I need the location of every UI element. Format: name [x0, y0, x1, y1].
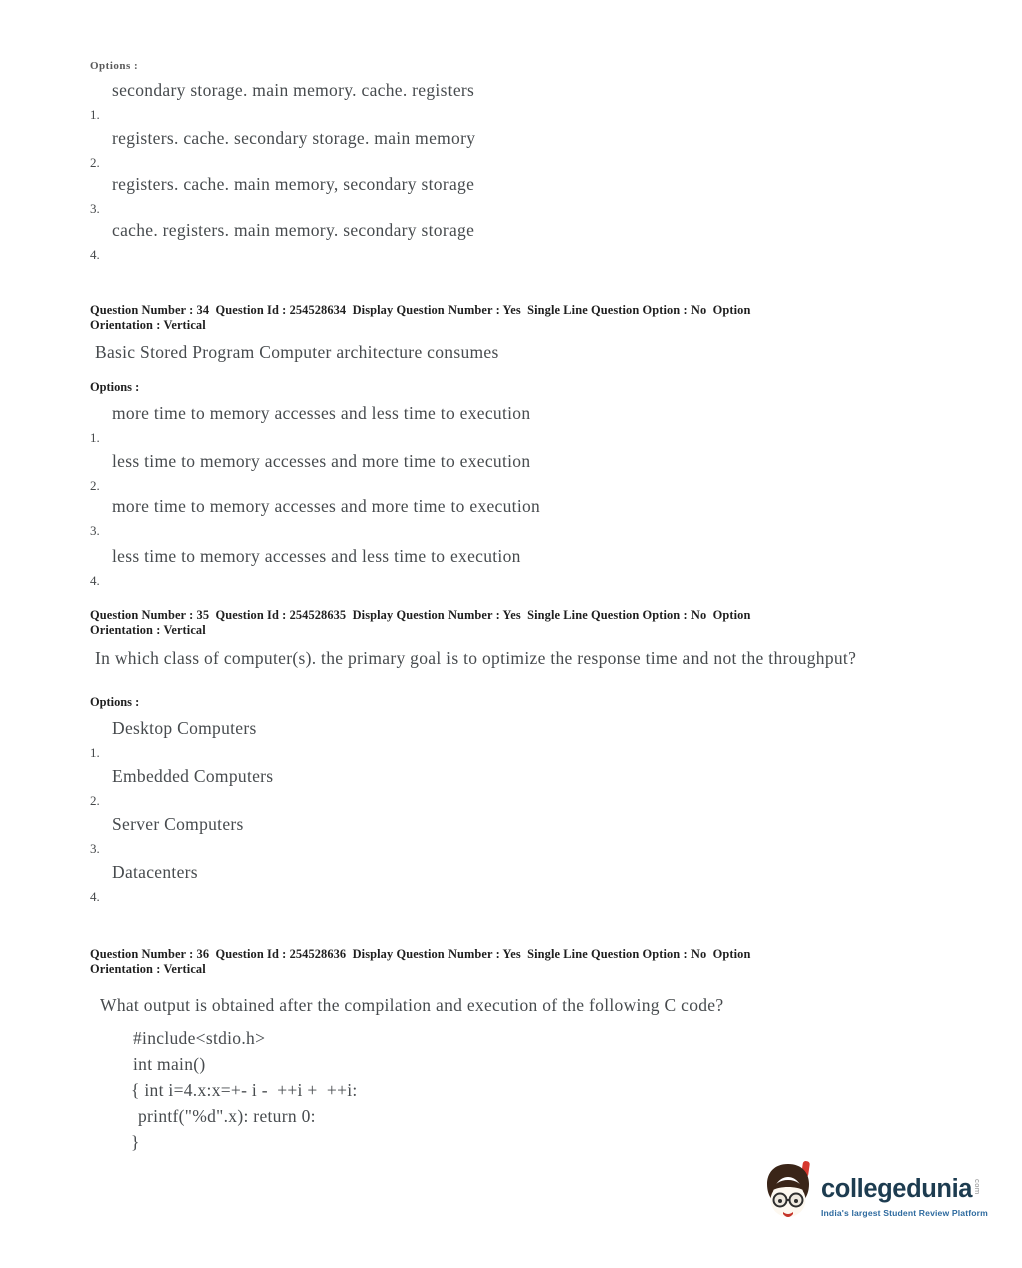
options-label: Options :: [90, 695, 140, 709]
code-block: [133, 1025, 970, 1155]
option-row: [90, 451, 970, 496]
collegedunia-logo: [762, 1160, 988, 1229]
option-text: more time to memory accesses and less time to execution: [112, 403, 531, 423]
question-block-34: [90, 303, 970, 594]
option-text: registers. cache. main memory, secondary storage: [112, 174, 475, 194]
code-line: { int i=4.x:x=+- i - ++i + ++i:: [131, 1080, 358, 1100]
question-meta-line: Orientation : Vertical: [90, 623, 206, 637]
question-block-36: [90, 947, 970, 1155]
options-label: Options :: [90, 380, 140, 394]
options-block-previous-question: [90, 60, 970, 268]
options-label: Options :: [90, 60, 139, 72]
option-row: [90, 814, 970, 862]
option-number: 1.: [90, 745, 100, 760]
option-row: [90, 220, 970, 268]
option-text: more time to memory accesses and more time to execution: [112, 496, 541, 516]
options-list: [90, 718, 970, 910]
option-text: Datacenters: [112, 862, 198, 882]
option-text: registers. cache. secondary storage. main memory: [112, 128, 476, 148]
question-text: What output is obtained after the compilation and execution of the following C code?: [100, 995, 724, 1015]
option-text: Embedded Computers: [112, 766, 274, 786]
option-row: [90, 403, 970, 451]
option-text: Desktop Computers: [112, 718, 257, 738]
option-number: 2.: [90, 155, 100, 170]
question-meta-line: Question Number : 34 Question Id : 254528634 Display Question Number : Yes Single Line Question Option : No Option: [90, 303, 751, 317]
option-row: [90, 766, 970, 814]
option-text: cache. registers. main memory. secondary storage: [112, 220, 475, 240]
options-list: [90, 403, 970, 594]
brand-tagline: India's largest Student Review Platform: [821, 1208, 988, 1218]
question-meta-line: Question Number : 35 Question Id : 254528635 Display Question Number : Yes Single Line Question Option : No Option: [90, 608, 751, 622]
option-row: [90, 174, 970, 220]
option-row: [90, 80, 970, 128]
brand-name: collegedunia: [821, 1175, 973, 1203]
question-meta-line: Orientation : Vertical: [90, 962, 206, 976]
code-line: }: [131, 1132, 140, 1152]
option-number: 4.: [90, 889, 100, 904]
question-meta-line: Question Number : 36 Question Id : 254528636 Display Question Number : Yes Single Line Question Option : No Option: [90, 947, 751, 961]
option-number: 2.: [90, 793, 100, 808]
option-number: 3.: [90, 201, 100, 216]
option-row: [90, 128, 970, 174]
option-text: less time to memory accesses and less time to execution: [112, 546, 521, 566]
option-number: 2.: [90, 478, 100, 493]
option-text: less time to memory accesses and more time to execution: [112, 451, 531, 471]
question-meta-line: Orientation : Vertical: [90, 318, 206, 332]
brand-text-block: [821, 1160, 988, 1218]
question-text: Basic Stored Program Computer architecture consumes: [95, 342, 499, 362]
option-number: 4.: [90, 573, 100, 588]
option-number: 3.: [90, 523, 100, 538]
option-row: [90, 718, 970, 766]
brand-suffix: com: [973, 1179, 983, 1195]
option-number: 1.: [90, 430, 100, 445]
collegedunia-mascot-icon: [762, 1160, 814, 1229]
option-text: Server Computers: [112, 814, 244, 834]
code-line: printf("%d".x): return 0:: [138, 1106, 316, 1126]
brand-row: [821, 1176, 988, 1202]
option-row: [90, 496, 970, 546]
option-number: 1.: [90, 107, 100, 122]
code-line: #include<stdio.h>: [133, 1028, 266, 1048]
option-row: [90, 546, 970, 594]
option-number: 3.: [90, 841, 100, 856]
options-list: [90, 80, 970, 268]
option-number: 4.: [90, 247, 100, 262]
option-row: [90, 862, 970, 910]
question-text: In which class of computer(s). the primary goal is to optimize the response time and not the throughput?: [95, 648, 857, 668]
question-block-35: [90, 608, 970, 910]
option-text: secondary storage. main memory. cache. registers: [112, 80, 475, 100]
code-line: int main(): [133, 1054, 206, 1074]
